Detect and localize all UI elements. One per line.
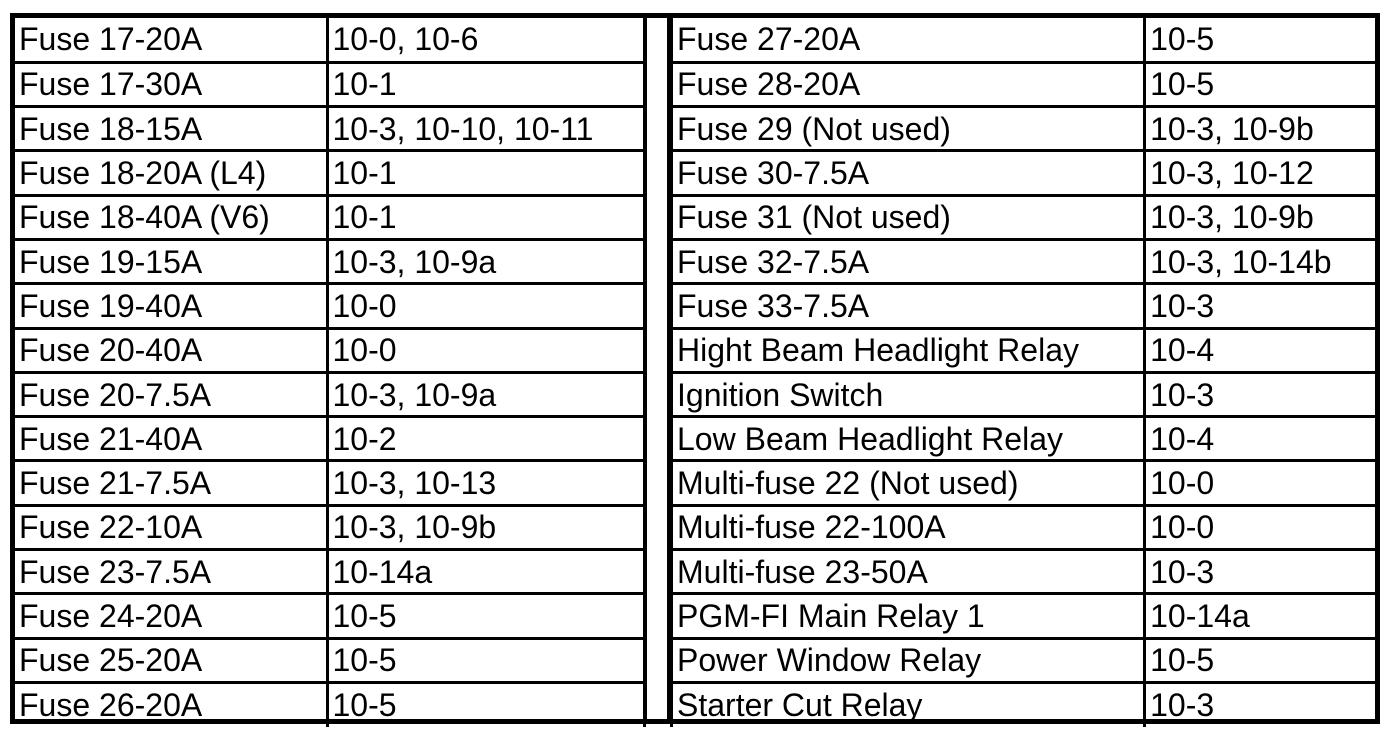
component-cell: Fuse 20-40A [15,328,327,372]
component-cell: Fuse 32-7.5A [672,239,1145,283]
component-cell: Fuse 18-20A (L4) [15,151,327,195]
component-cell: Fuse 24-20A [15,594,327,638]
component-cell: PGM-FI Main Relay 1 [672,594,1145,638]
table-row [15,195,644,239]
table-row [672,239,1376,283]
table-row [672,372,1376,416]
section-ref-cell: 10-3, 10-9a [327,239,644,283]
section-ref-cell: 10-3, 10-12 [1145,151,1375,195]
table-row [672,284,1376,328]
component-cell: Ignition Switch [672,372,1145,416]
component-cell: Fuse 19-15A [15,239,327,283]
section-ref-cell: 10-5 [1145,18,1375,62]
section-ref-cell: 10-14a [1145,594,1375,638]
component-cell: Fuse 28-20A [672,62,1145,106]
right-table [670,18,1375,727]
component-cell: Fuse 20-7.5A [15,372,327,416]
section-ref-cell: 10-0, 10-6 [327,18,644,62]
component-cell: Fuse 33-7.5A [672,284,1145,328]
component-cell: Fuse 21-40A [15,417,327,461]
table-row [15,328,644,372]
component-cell: Multi-fuse 22-100A [672,505,1145,549]
component-cell: Fuse 17-30A [15,62,327,106]
component-cell: Fuse 29 (Not used) [672,107,1145,151]
table-row [672,550,1376,594]
table-row [672,107,1376,151]
table-row [15,62,644,106]
component-cell: Fuse 25-20A [15,638,327,682]
table-row [672,328,1376,372]
section-ref-cell: 10-3, 10-14b [1145,239,1375,283]
component-cell: Fuse 30-7.5A [672,151,1145,195]
right-table-body [672,18,1376,727]
table-row [15,682,644,726]
component-cell: Power Window Relay [672,638,1145,682]
table-row [15,284,644,328]
component-cell: Fuse 27-20A [672,18,1145,62]
component-cell: Fuse 17-20A [15,18,327,62]
table-row [672,594,1376,638]
left-table [15,18,646,727]
component-cell: Fuse 22-10A [15,505,327,549]
component-cell: Fuse 23-7.5A [15,550,327,594]
component-cell: Fuse 18-15A [15,107,327,151]
section-ref-cell: 10-0 [1145,505,1375,549]
table-row [672,682,1376,726]
section-ref-cell: 10-5 [327,594,644,638]
section-ref-cell: 10-5 [327,638,644,682]
section-ref-cell: 10-1 [327,62,644,106]
table-row [672,151,1376,195]
table-row [15,417,644,461]
section-ref-cell: 10-3 [1145,682,1375,726]
component-cell: Fuse 26-20A [15,682,327,726]
section-ref-cell: 10-2 [327,417,644,461]
section-ref-cell: 10-3 [1145,284,1375,328]
section-ref-cell: 10-1 [327,195,644,239]
component-cell: Fuse 18-40A (V6) [15,195,327,239]
section-ref-cell: 10-0 [1145,461,1375,505]
table-row [672,18,1376,62]
table-row [15,151,644,195]
section-ref-cell: 10-3, 10-9b [1145,107,1375,151]
table-row [672,638,1376,682]
table-row [15,372,644,416]
section-ref-cell: 10-5 [1145,638,1375,682]
left-table-body [15,18,644,727]
section-ref-cell: 10-3, 10-9a [327,372,644,416]
table-row [15,550,644,594]
section-ref-cell: 10-5 [1145,62,1375,106]
table-row [15,107,644,151]
section-ref-cell: 10-3 [1145,372,1375,416]
component-cell: Fuse 21-7.5A [15,461,327,505]
table-row [15,18,644,62]
section-ref-cell: 10-3, 10-10, 10-11 [327,107,644,151]
section-ref-cell: 10-3, 10-13 [327,461,644,505]
component-cell: Multi-fuse 23-50A [672,550,1145,594]
component-cell: Multi-fuse 22 (Not used) [672,461,1145,505]
table-row [15,505,644,549]
component-cell: Starter Cut Relay [672,682,1145,726]
component-cell: Fuse 19-40A [15,284,327,328]
table-row [672,62,1376,106]
table-row [672,195,1376,239]
column-divider [644,18,670,719]
section-ref-cell: 10-0 [327,284,644,328]
table-row [15,461,644,505]
component-cell: Hight Beam Headlight Relay [672,328,1145,372]
table-row [15,594,644,638]
component-cell: Low Beam Headlight Relay [672,417,1145,461]
section-ref-cell: 10-3, 10-9b [1145,195,1375,239]
section-ref-cell: 10-14a [327,550,644,594]
table-row [672,461,1376,505]
section-ref-cell: 10-3, 10-9b [327,505,644,549]
table-row [672,505,1376,549]
section-ref-cell: 10-4 [1145,417,1375,461]
section-ref-cell: 10-5 [327,682,644,726]
section-ref-cell: 10-0 [327,328,644,372]
table-row [15,239,644,283]
reference-table [10,13,1380,724]
section-ref-cell: 10-3 [1145,550,1375,594]
table-row [672,417,1376,461]
section-ref-cell: 10-4 [1145,328,1375,372]
section-ref-cell: 10-1 [327,151,644,195]
table-row [15,638,644,682]
component-cell: Fuse 31 (Not used) [672,195,1145,239]
